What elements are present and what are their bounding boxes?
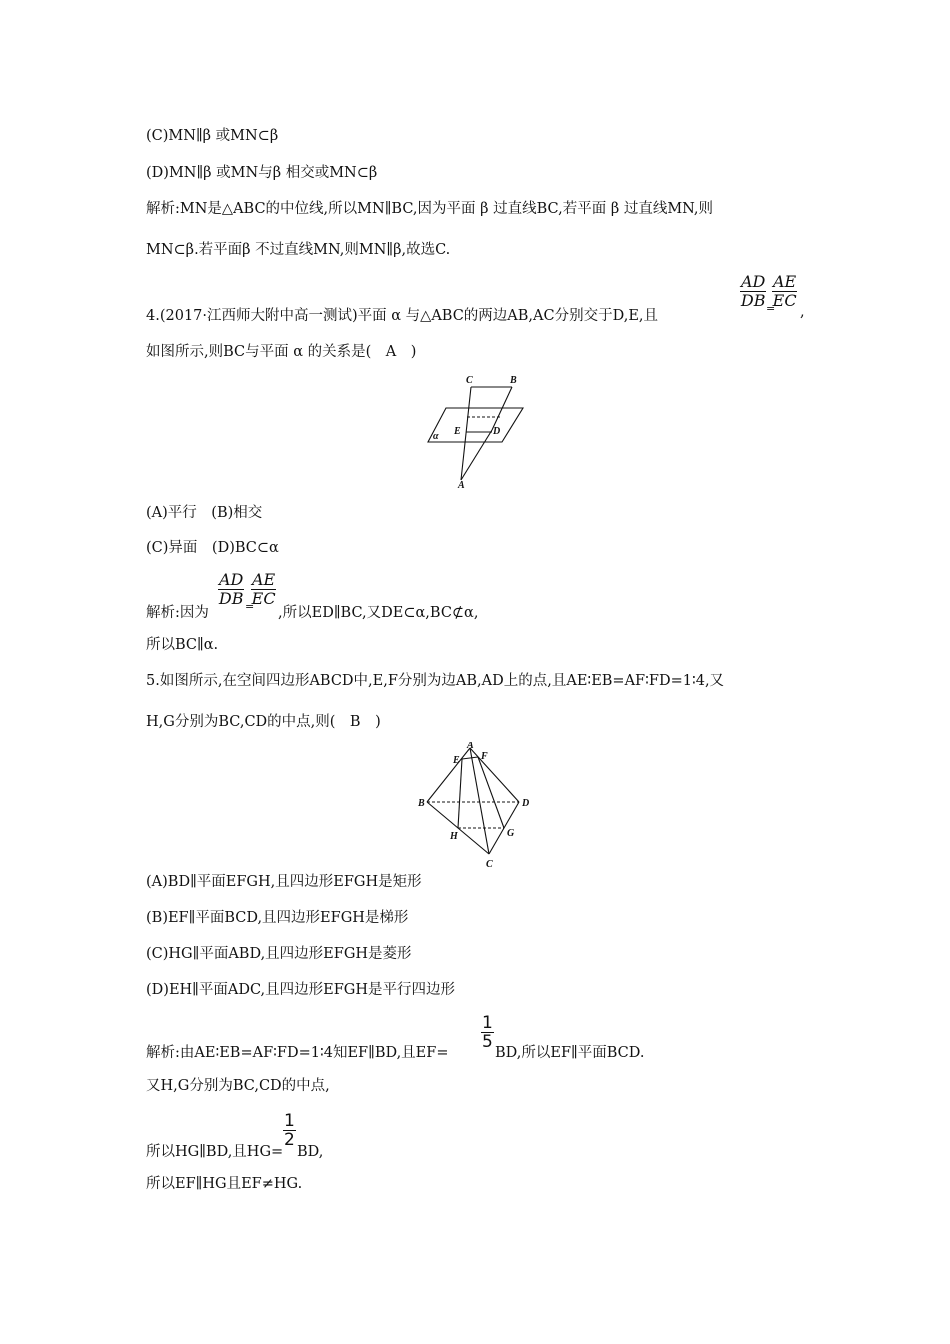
fraction-numerator: AD: [219, 570, 244, 589]
label-d: D: [522, 798, 530, 809]
fraction-denominator: 5: [482, 1032, 493, 1052]
q5-solution-line4: 所以EF∥HG且EF≠HG.: [146, 1176, 303, 1192]
label-a: A: [458, 480, 465, 491]
q4-ratio-equals: =: [766, 302, 776, 315]
label-h: H: [450, 831, 458, 842]
plane-alpha: [428, 408, 523, 442]
label-a: A: [467, 742, 474, 751]
q4-solution-ratio-equals: =: [245, 600, 255, 613]
q4-ratio-ae-ec: [772, 273, 797, 310]
q5-option-a: (A)BD∥平面EFGH,且四边形EFGH是矩形: [146, 874, 422, 890]
q5-stem-line2: H,G分别为BC,CD的中点,则( B ): [146, 714, 381, 730]
q5-solution-line1-suffix: BD,所以EF∥平面BCD.: [495, 1045, 645, 1061]
q4-solution-line2: 所以BC∥α.: [146, 637, 219, 653]
fraction-numerator: AE: [252, 570, 276, 589]
label-b: B: [418, 798, 425, 809]
q4-solution-ratio-ad-db: [218, 571, 244, 608]
label-c: C: [486, 859, 493, 870]
q4-solution-ratio-ae-ec: [251, 571, 276, 608]
edge-ac: [470, 748, 489, 854]
q3-solution-line1: 解析:MN是△ABC的中位线,所以MN∥BC,因为平面 β 过直线BC,若平面 β 过直线MN,则: [146, 201, 714, 217]
q5-stem-line1: 5.如图所示,在空间四边形ABCD中,E,F分别为边AB,AD上的点,且AE∶EB=AF∶FD=1∶4,又: [146, 673, 725, 689]
q4-stem-comma: ,: [800, 304, 805, 320]
q4-options-line1: (A)平行 (B)相交: [146, 505, 263, 521]
fraction-denominator: DB: [218, 589, 244, 608]
label-c: C: [466, 375, 473, 386]
q5-solution-line3-prefix: 所以HG∥BD,且HG=: [146, 1144, 284, 1160]
q4-stem-line2: 如图所示,则BC与平面 α 的关系是( A ): [146, 344, 417, 360]
fraction-numerator: AD: [741, 272, 766, 291]
q3-option-d: (D)MN∥β 或MN与β 相交或MN⊂β: [146, 165, 378, 181]
q4-solution-suffix: ,所以ED∥BC,又DE⊂α,BC⊄α,: [278, 605, 479, 621]
q3-solution-line2: MN⊂β.若平面β 不过直线MN,则MN∥β,故选C.: [146, 242, 451, 258]
label-alpha: α: [433, 431, 439, 442]
label-g: G: [507, 828, 515, 839]
q4-stem-line1: 4.(2017·江西师大附中高一测试)平面 α 与△ABC的两边AB,AC分别交于D,E,且: [146, 308, 659, 324]
q4-ratio-ad-db: [740, 273, 766, 310]
q3-option-c: (C)MN∥β 或MN⊂β: [146, 128, 279, 144]
fraction-denominator: EC: [251, 589, 276, 608]
fraction-denominator: DB: [740, 291, 766, 310]
q5-fraction-one-half: [283, 1112, 296, 1149]
segment-ef: [462, 757, 478, 759]
fraction-denominator: 2: [284, 1130, 295, 1150]
label-f: F: [481, 751, 488, 762]
q5-option-d: (D)EH∥平面ADC,且四边形EFGH是平行四边形: [146, 982, 456, 998]
fraction-numerator: 1: [284, 1111, 295, 1131]
fraction-denominator: EC: [772, 291, 797, 310]
q5-solution-line1-prefix: 解析:由AE∶EB=AF∶FD=1∶4知EF∥BD,且EF=: [146, 1045, 449, 1061]
segment-eh: [458, 759, 462, 828]
fraction-numerator: AE: [773, 272, 797, 291]
label-e: E: [454, 426, 461, 437]
q4-solution-prefix: 解析:因为: [146, 605, 209, 621]
q4-figure-plane-triangle: [420, 370, 530, 492]
label-d: D: [493, 426, 501, 437]
q5-fraction-one-fifth: [481, 1014, 494, 1051]
label-e: E: [453, 755, 460, 766]
edge-ab: [427, 748, 470, 802]
q5-option-c: (C)HG∥平面ABD,且四边形EFGH是菱形: [146, 946, 412, 962]
edge-ad: [470, 748, 519, 802]
fraction-numerator: 1: [482, 1013, 493, 1033]
q5-solution-line2: 又H,G分别为BC,CD的中点,: [146, 1078, 330, 1094]
q5-option-b: (B)EF∥平面BCD,且四边形EFGH是梯形: [146, 910, 409, 926]
q4-options-line2: (C)异面 (D)BC⊂α: [146, 540, 279, 556]
q5-solution-line3-suffix: BD,: [297, 1144, 324, 1160]
q5-figure-tetrahedron: [415, 742, 537, 872]
label-b: B: [510, 375, 517, 386]
